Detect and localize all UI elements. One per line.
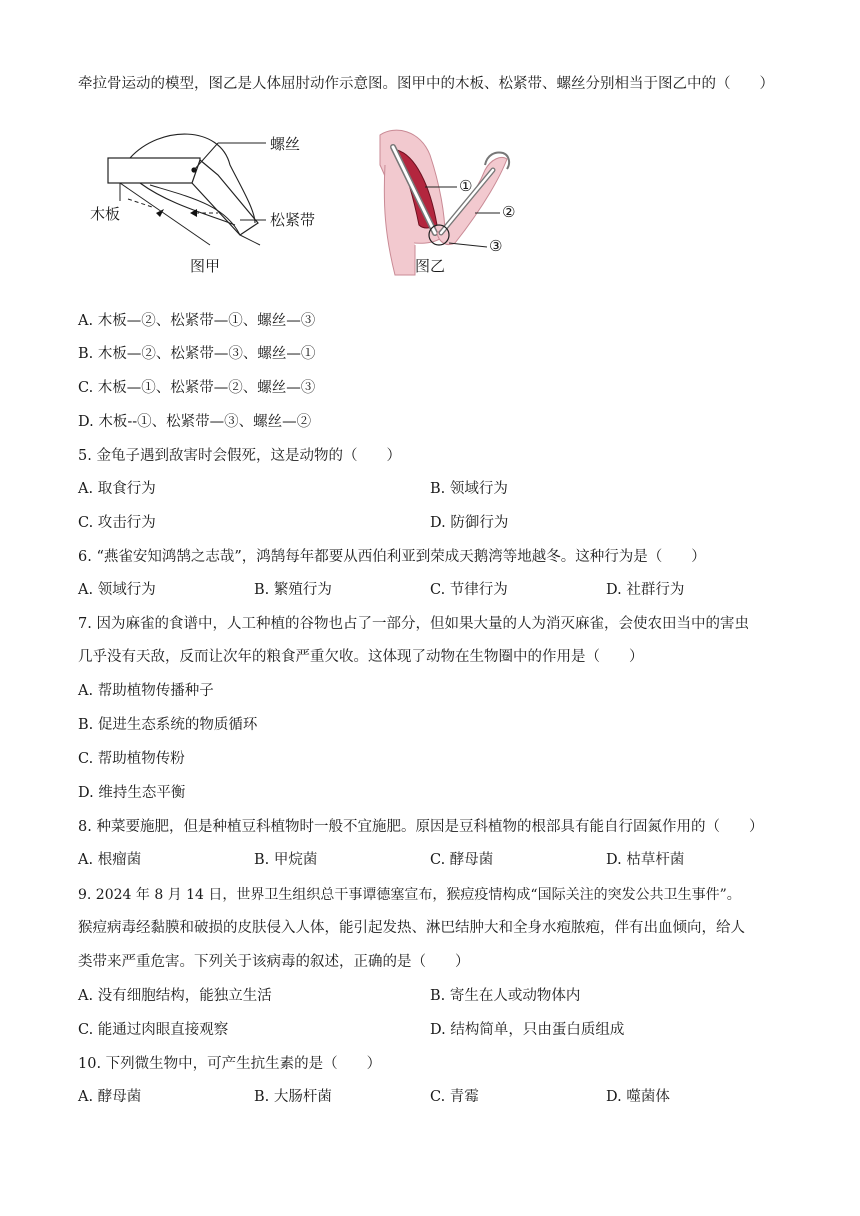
q5-stem: 5. 金龟子遇到敌害时会假死，这是动物的（ ） (78, 448, 401, 464)
q7-option-a: A. 帮助植物传播种子 (78, 683, 214, 699)
q7-stem-line2: 几乎没有天敌，反而让次年的粮食严重欠收。这体现了动物在生物圈中的作用是（ ） (78, 649, 644, 665)
q10-option-c: C. 青霉 (430, 1089, 479, 1105)
figure-a-caption: 图甲 (190, 257, 221, 275)
q7-stem-line1: 7. 因为麻雀的食谱中，人工种植的谷物也占了一部分，但如果大量的人为消灭麻雀，会使农田当中的害虫 (78, 616, 749, 632)
q5-option-a: A. 取食行为 (78, 481, 156, 497)
q7-option-c: C. 帮助植物传粉 (78, 751, 185, 767)
q4-option-b: B. 木板—②、松紧带—③、螺丝—① (78, 346, 316, 362)
q9-option-c: C. 能通过肉眼直接观察 (78, 1022, 229, 1038)
q9-option-b: B. 寄生在人或动物体内 (430, 988, 581, 1004)
figure-b (375, 125, 535, 280)
marker-1: ① (459, 177, 473, 195)
q10-option-a: A. 酵母菌 (78, 1089, 142, 1105)
q8-option-c: C. 酵母菌 (430, 852, 494, 868)
q6-option-d: D. 社群行为 (606, 582, 685, 598)
q6-stem: 6. “燕雀安知鸿鹄之志哉”，鸿鹄每年都要从西伯利亚到荣成天鹅湾等地越冬。这种行为是（ ） (78, 549, 706, 565)
q7-option-b: B. 促进生态系统的物质循环 (78, 717, 258, 733)
q9-stem-line2: 猴痘病毒经黏膜和破损的皮肤侵入人体，能引起发热、淋巴结肿大和全身水疱脓疱，伴有出血倾向，给人 (78, 920, 745, 936)
q8-option-d: D. 枯草杆菌 (606, 852, 685, 868)
q9-option-a: A. 没有细胞结构，能独立生活 (78, 988, 272, 1004)
q5-option-b: B. 领域行为 (430, 481, 508, 497)
q4-option-c: C. 木板—①、松紧带—②、螺丝—③ (78, 380, 316, 396)
figure-a (90, 125, 350, 280)
q4-option-a: A. 木板—②、松紧带—①、螺丝—③ (78, 313, 316, 329)
q6-option-c: C. 节律行为 (430, 582, 508, 598)
marker-2: ② (502, 203, 516, 221)
q4-stem: 牵拉骨运动的模型，图乙是人体屈肘动作示意图。图甲中的木板、松紧带、螺丝分别相当于图乙中的（ ） (78, 76, 774, 92)
q9-option-d: D. 结构简单，只由蛋白质组成 (430, 1022, 625, 1038)
q10-option-d: D. 噬菌体 (606, 1089, 670, 1105)
q9-stem-line3: 类带来严重危害。下列关于该病毒的叙述，正确的是（ ） (78, 954, 470, 970)
q6-option-a: A. 领域行为 (78, 582, 156, 598)
q5-option-c: C. 攻击行为 (78, 515, 156, 531)
q4-option-d: D. 木板--①、松紧带—③、螺丝—② (78, 414, 312, 430)
q10-stem: 10. 下列微生物中，可产生抗生素的是（ ） (78, 1056, 382, 1072)
label-screw: 螺丝 (270, 135, 301, 153)
q10-option-b: B. 大肠杆菌 (254, 1089, 332, 1105)
q8-option-a: A. 根瘤菌 (78, 852, 142, 868)
figure-b-caption: 图乙 (415, 257, 446, 275)
q5-option-d: D. 防御行为 (430, 515, 509, 531)
q7-option-d: D. 维持生态平衡 (78, 785, 186, 801)
q9-stem-line1: 9. 2024 年 8 月 14 日，世界卫生组织总干事谭德塞宣布，猴痘疫情构成“国际关注的突发公共卫生事件”。 (78, 887, 741, 903)
q6-option-b: B. 繁殖行为 (254, 582, 332, 598)
label-band: 松紧带 (270, 211, 316, 229)
q8-option-b: B. 甲烷菌 (254, 852, 318, 868)
q8-stem: 8. 种菜要施肥，但是种植豆科植物时一般不宜施肥。原因是豆科植物的根部具有能自行固氮作用的（ ） (78, 819, 764, 835)
label-board: 木板 (90, 205, 121, 223)
marker-3: ③ (489, 237, 503, 255)
